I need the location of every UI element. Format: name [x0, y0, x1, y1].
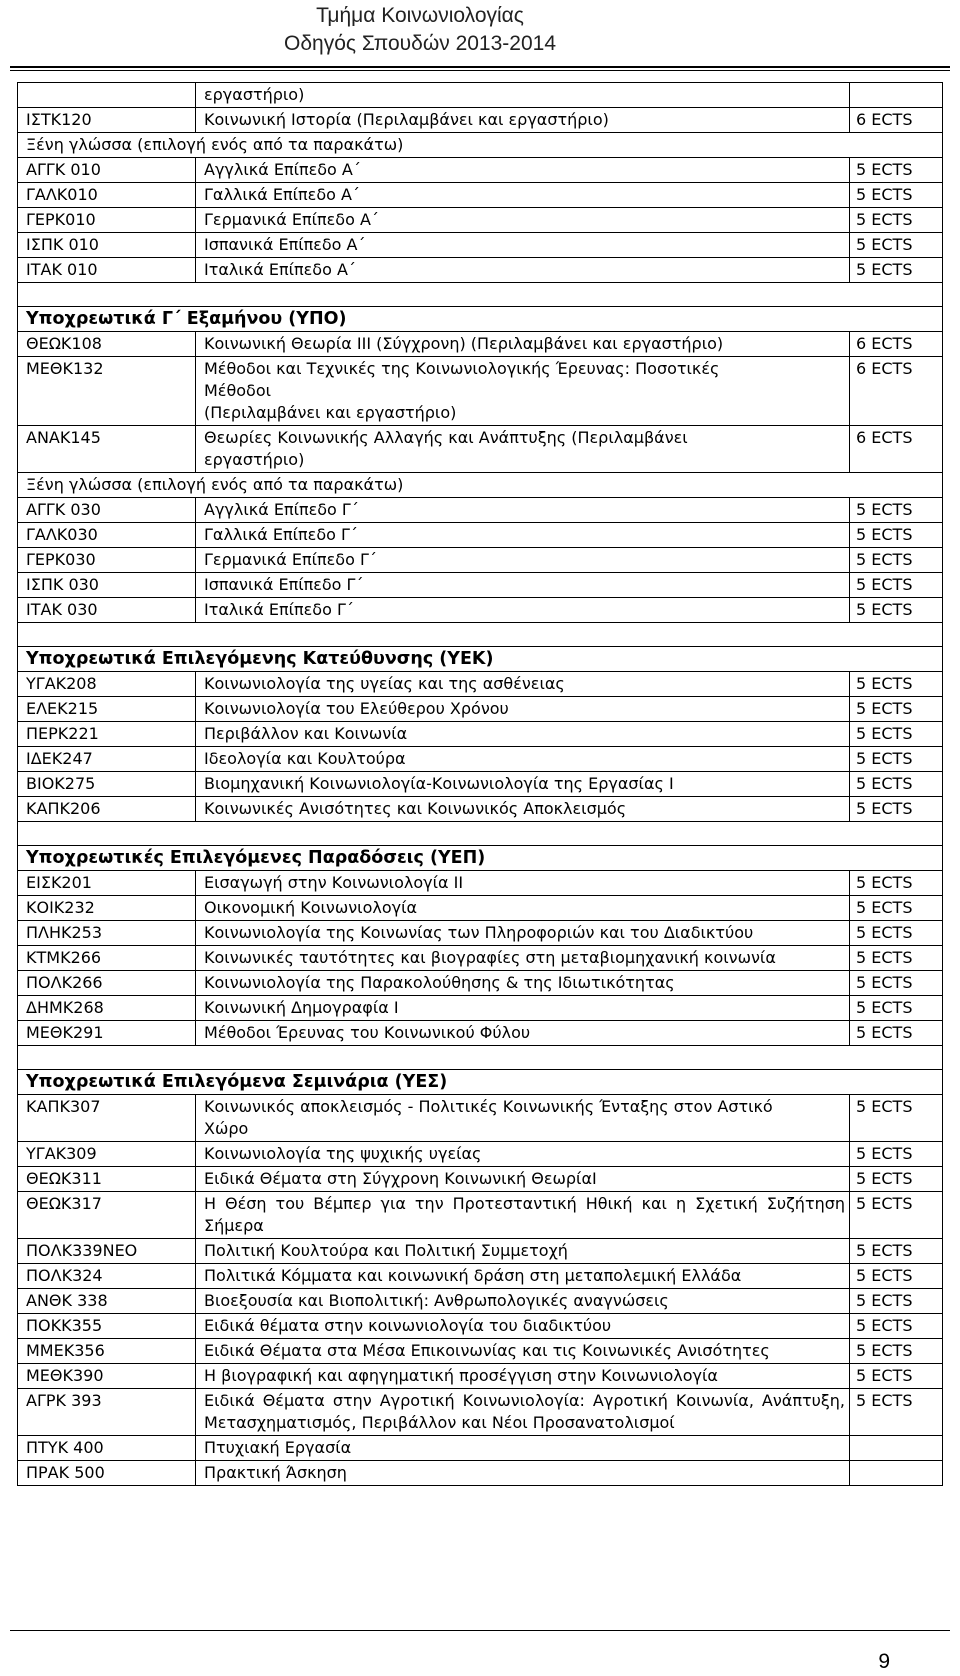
curriculum-table [17, 82, 943, 1486]
spacer-row [18, 1046, 943, 1070]
course-title: Γαλλικά Επίπεδο Γ΄ [196, 523, 850, 548]
course-ects: 5 ECTS [850, 747, 943, 772]
table-row [18, 1461, 943, 1486]
course-title: Πολιτική Κουλτούρα και Πολιτική Συμμετοχή [196, 1239, 850, 1264]
course-code: ΓΑΛΚ010 [18, 183, 196, 208]
course-title: Κοινωνικός αποκλεισμός - Πολιτικές Κοινωνικής Ένταξης στον Αστικό Χώρο [196, 1095, 850, 1142]
course-code [18, 83, 196, 108]
course-title: Κοινωνιολογία της ψυχικής υγείας [196, 1142, 850, 1167]
table-row [18, 1167, 943, 1192]
course-code: ΒΙΟΚ275 [18, 772, 196, 797]
table-row [18, 996, 943, 1021]
course-title: Περιβάλλον και Κοινωνία [196, 722, 850, 747]
group-label-row [18, 133, 943, 158]
course-title-line: Μέθοδοι και Τεχνικές της Κοινωνιολογικής Έρευνας: Ποσοτικές Μέθοδοι [204, 359, 720, 400]
spacer-row [18, 822, 943, 846]
table-row [18, 971, 943, 996]
group-label: Ξένη γλώσσα (επιλογή ενός από τα παρακάτω) [18, 473, 850, 498]
course-code: ΙΣΠΚ 030 [18, 573, 196, 598]
course-code: ΚΑΠΚ307 [18, 1095, 196, 1142]
course-ects: 5 ECTS [850, 158, 943, 183]
course-code: ΑΓΡΚ 393 [18, 1389, 196, 1436]
course-title: Κοινωνική Δημογραφία Ι [196, 996, 850, 1021]
table-row [18, 426, 943, 473]
table-row [18, 772, 943, 797]
course-code: ΠΕΡΚ221 [18, 722, 196, 747]
course-ects: 5 ECTS [850, 971, 943, 996]
course-code: ΘΕΩΚ311 [18, 1167, 196, 1192]
table-row [18, 871, 943, 896]
course-title: Αγγλικά Επίπεδο Α΄ [196, 158, 850, 183]
course-title: Κοινωνική Θεωρία ΙΙΙ (Σύγχρονη) (Περιλαμβάνει και εργαστήριο) [196, 332, 850, 357]
group-label-row [18, 473, 943, 498]
course-ects: 5 ECTS [850, 523, 943, 548]
course-code: ΚΟΙΚ232 [18, 896, 196, 921]
group-label: Ξένη γλώσσα (επιλογή ενός από τα παρακάτω) [18, 133, 850, 158]
course-code: ΥΓΑΚ309 [18, 1142, 196, 1167]
course-code: ΙΤΑΚ 010 [18, 258, 196, 283]
page-number: 9 [878, 1650, 890, 1673]
course-ects: 6 ECTS [850, 108, 943, 133]
course-code: ΕΙΣΚ201 [18, 871, 196, 896]
course-title: Ειδικά Θέματα στα Μέσα Επικοινωνίας και τις Κοινωνικές Ανισότητες [196, 1339, 850, 1364]
course-code: ΥΓΑΚ208 [18, 672, 196, 697]
table-row [18, 332, 943, 357]
course-code: ΑΝΑΚ145 [18, 426, 196, 473]
table-row [18, 233, 943, 258]
course-code: ΑΝΘΚ 338 [18, 1289, 196, 1314]
course-title: Θεωρίες Κοινωνικής Αλλαγής και Ανάπτυξης (Περιλαμβάνει εργαστήριο) [196, 426, 850, 473]
course-title: Κοινωνικές Ανισότητες και Κοινωνικός Αποκλεισμός [196, 797, 850, 822]
course-ects: 5 ECTS [850, 548, 943, 573]
table-row [18, 697, 943, 722]
course-code: ΠΟΛΚ339ΝΕΟ [18, 1239, 196, 1264]
course-ects: 6 ECTS [850, 332, 943, 357]
course-ects: 5 ECTS [850, 1314, 943, 1339]
course-code: ΠΟΛΚ266 [18, 971, 196, 996]
course-code: ΙΔΕΚ247 [18, 747, 196, 772]
table-row [18, 208, 943, 233]
section-heading: Υποχρεωτικά Γ΄ Εξαμήνου (ΥΠΟ) [18, 307, 943, 332]
course-ects [850, 1436, 943, 1461]
table-row [18, 1364, 943, 1389]
table-row [18, 896, 943, 921]
table-row [18, 1264, 943, 1289]
table-row [18, 1436, 943, 1461]
course-title: Πτυχιακή Εργασία [196, 1436, 850, 1461]
section-heading-row [18, 647, 943, 672]
course-ects: 5 ECTS [850, 772, 943, 797]
section-heading: Υποχρεωτικά Επιλεγόμενα Σεμινάρια (ΥΕΣ) [18, 1070, 943, 1095]
course-ects [850, 83, 943, 108]
course-code: ΜΕΘΚ132 [18, 357, 196, 426]
course-title: Γερμανικά Επίπεδο Α΄ [196, 208, 850, 233]
header-rule-thin [10, 70, 950, 71]
table-row [18, 498, 943, 523]
course-ects: 5 ECTS [850, 1239, 943, 1264]
course-title: Ειδικά θέματα στην κοινωνιολογία του διαδικτύου [196, 1314, 850, 1339]
course-ects: 5 ECTS [850, 871, 943, 896]
table-row [18, 1192, 943, 1239]
course-ects: 5 ECTS [850, 498, 943, 523]
course-title: Ιταλικά Επίπεδο Γ΄ [196, 598, 850, 623]
table-row [18, 946, 943, 971]
course-ects: 5 ECTS [850, 1167, 943, 1192]
table-row [18, 1239, 943, 1264]
course-ects [850, 1461, 943, 1486]
section-heading-row [18, 1070, 943, 1095]
course-ects: 5 ECTS [850, 921, 943, 946]
course-title: Πολιτικά Κόμματα και κοινωνική δράση στη μεταπολεμική Ελλάδα [196, 1264, 850, 1289]
course-ects: 6 ECTS [850, 426, 943, 473]
course-title: Κοινωνιολογία της υγείας και της ασθένειας [196, 672, 850, 697]
course-title: Οικονομική Κοινωνιολογία [196, 896, 850, 921]
course-ects: 5 ECTS [850, 1095, 943, 1142]
course-title: Ειδικά Θέματα στην Αγροτική Κοινωνιολογία: Αγροτική Κοινωνία, Ανάπτυξη, Μετασχηματισμός, Περιβάλλον και Νέοι Προσανατολισμοί [196, 1389, 850, 1436]
course-title: Ισπανικά Επίπεδο Γ΄ [196, 573, 850, 598]
course-title: Κοινωνιολογία της Κοινωνίας των Πληροφοριών και του Διαδικτύου [196, 921, 850, 946]
course-title: εργαστήριο) [196, 83, 850, 108]
table-row [18, 1021, 943, 1046]
spacer-row [18, 283, 943, 307]
course-ects: 5 ECTS [850, 896, 943, 921]
footer-rule [10, 1630, 950, 1631]
table-row [18, 598, 943, 623]
section-heading-row [18, 307, 943, 332]
section-heading-row [18, 846, 943, 871]
table-row [18, 183, 943, 208]
course-ects: 5 ECTS [850, 183, 943, 208]
course-ects: 5 ECTS [850, 797, 943, 822]
table-row [18, 108, 943, 133]
course-code: ΠΟΛΚ324 [18, 1264, 196, 1289]
table-row [18, 1142, 943, 1167]
course-ects: 5 ECTS [850, 1389, 943, 1436]
table-row [18, 523, 943, 548]
course-code: ΑΓΓΚ 010 [18, 158, 196, 183]
course-title: Η Θέση του Βέμπερ για την Προτεσταντική Ηθική και η Σχετική Συζήτηση Σήμερα [196, 1192, 850, 1239]
course-ects: 5 ECTS [850, 1192, 943, 1239]
table-row [18, 672, 943, 697]
course-ects: 5 ECTS [850, 208, 943, 233]
course-ects: 5 ECTS [850, 996, 943, 1021]
table-row [18, 921, 943, 946]
course-title: Μέθοδοι Έρευνας του Κοινωνικού Φύλου [196, 1021, 850, 1046]
table-row [18, 258, 943, 283]
course-code: ΙΣΠΚ 010 [18, 233, 196, 258]
table-row [18, 722, 943, 747]
course-title: Εισαγωγή στην Κοινωνιολογία ΙΙ [196, 871, 850, 896]
table-row [18, 747, 943, 772]
page-header [220, 2, 620, 58]
course-code: ΘΕΩΚ108 [18, 332, 196, 357]
course-ects: 5 ECTS [850, 1289, 943, 1314]
section-heading: Υποχρεωτικές Επιλεγόμενες Παραδόσεις (ΥΕΠ) [18, 846, 943, 871]
course-title: Βιομηχανική Κοινωνιολογία-Κοινωνιολογία της Εργασίας Ι [196, 772, 850, 797]
course-code: ΚΑΠΚ206 [18, 797, 196, 822]
course-code: ΠΛΗΚ253 [18, 921, 196, 946]
course-title [196, 357, 850, 426]
table-row [18, 357, 943, 426]
course-code: ΠΟΚΚ355 [18, 1314, 196, 1339]
course-code: ΚΤΜΚ266 [18, 946, 196, 971]
course-code: ΠΡΑΚ 500 [18, 1461, 196, 1486]
table-row [18, 548, 943, 573]
course-title: Γερμανικά Επίπεδο Γ΄ [196, 548, 850, 573]
course-code: ΙΣΤΚ120 [18, 108, 196, 133]
course-ects: 5 ECTS [850, 722, 943, 747]
course-title: Ιδεολογία και Κουλτούρα [196, 747, 850, 772]
table-row [18, 1314, 943, 1339]
course-title-line: (Περιλαμβάνει και εργαστήριο) [204, 403, 457, 422]
course-code: ΠΤΥΚ 400 [18, 1436, 196, 1461]
course-title: Κοινωνιολογία της Παρακολούθησης & της Ιδιωτικότητας [196, 971, 850, 996]
course-code: ΜΕΘΚ390 [18, 1364, 196, 1389]
course-code: ΓΑΛΚ030 [18, 523, 196, 548]
section-heading: Υποχρεωτικά Επιλεγόμενης Κατεύθυνσης (ΥΕΚ) [18, 647, 943, 672]
course-title: Ισπανικά Επίπεδο Α΄ [196, 233, 850, 258]
course-code: ΜΕΘΚ291 [18, 1021, 196, 1046]
header-rule [10, 66, 950, 68]
course-code: ΓΕΡΚ030 [18, 548, 196, 573]
table-row [18, 797, 943, 822]
department-name: Τμήμα Κοινωνιολογίας [316, 4, 524, 27]
course-title: Αγγλικά Επίπεδο Γ΄ [196, 498, 850, 523]
table-row [18, 1095, 943, 1142]
course-title: Ειδικά Θέματα στη Σύγχρονη Κοινωνική ΘεωρίαΙ [196, 1167, 850, 1192]
course-code: ΘΕΩΚ317 [18, 1192, 196, 1239]
course-ects: 5 ECTS [850, 258, 943, 283]
table-row [18, 573, 943, 598]
course-title: Κοινωνικές ταυτότητες και βιογραφίες στη μεταβιομηχανική κοινωνία [196, 946, 850, 971]
course-ects: 5 ECTS [850, 697, 943, 722]
course-ects: 5 ECTS [850, 1021, 943, 1046]
table-row [18, 1289, 943, 1314]
course-code: ΜΜΕΚ356 [18, 1339, 196, 1364]
course-code: ΔΗΜΚ268 [18, 996, 196, 1021]
course-ects: 5 ECTS [850, 672, 943, 697]
course-ects: 5 ECTS [850, 233, 943, 258]
course-ects: 5 ECTS [850, 1364, 943, 1389]
course-title: Κοινωνική Ιστορία (Περιλαμβάνει και εργαστήριο) [196, 108, 850, 133]
course-ects: 5 ECTS [850, 946, 943, 971]
table-row [18, 1389, 943, 1436]
course-ects: 5 ECTS [850, 573, 943, 598]
course-title: Πρακτική Άσκηση [196, 1461, 850, 1486]
course-ects: 5 ECTS [850, 1264, 943, 1289]
course-title: Γαλλικά Επίπεδο Α΄ [196, 183, 850, 208]
course-title: Ιταλικά Επίπεδο Α΄ [196, 258, 850, 283]
course-code: ΙΤΑΚ 030 [18, 598, 196, 623]
spacer-row [18, 623, 943, 647]
course-ects: 5 ECTS [850, 1339, 943, 1364]
course-code: ΓΕΡΚ010 [18, 208, 196, 233]
course-ects: 5 ECTS [850, 1142, 943, 1167]
course-ects: 5 ECTS [850, 598, 943, 623]
course-code: ΑΓΓΚ 030 [18, 498, 196, 523]
course-title: Βιοεξουσία και Βιοπολιτική: Ανθρωπολογικές αναγνώσεις [196, 1289, 850, 1314]
guide-title: Οδηγός Σπουδών 2013-2014 [283, 32, 556, 55]
course-title: Η βιογραφική και αφηγηματική προσέγγιση στην Κοινωνιολογία [196, 1364, 850, 1389]
course-code: ΕΛΕΚ215 [18, 697, 196, 722]
course-title: Κοινωνιολογία του Ελεύθερου Χρόνου [196, 697, 850, 722]
table-row [18, 158, 943, 183]
course-ects: 6 ECTS [850, 357, 943, 426]
table-row [18, 83, 943, 108]
table-row [18, 1339, 943, 1364]
